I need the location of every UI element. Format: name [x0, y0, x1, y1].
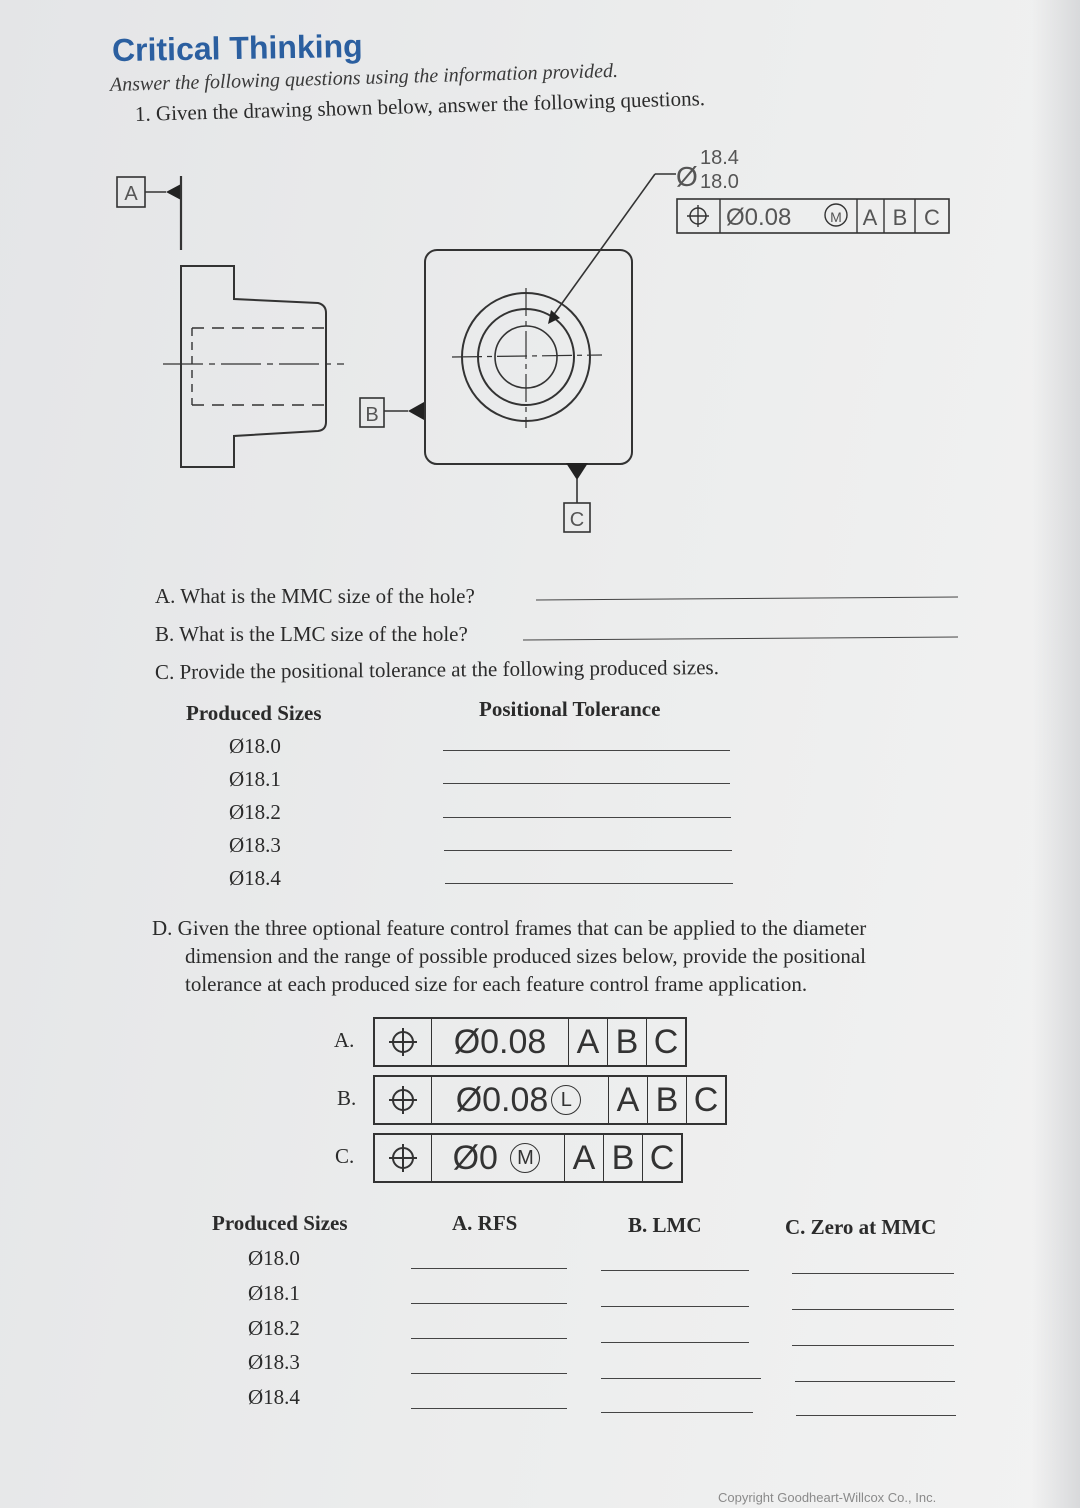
part-c-size-3: Ø18.2 [229, 800, 281, 824]
fcf-b-tolerance-value: Ø0.08 [455, 1080, 549, 1119]
fcf-b-datum-a: A [609, 1077, 648, 1123]
part-c-size-4: Ø18.3 [229, 833, 281, 857]
datum-c-letter: C [569, 509, 585, 531]
part-b-question: B. What is the LMC size of the hole? [155, 622, 468, 646]
zero-mmc-answer-line[interactable] [796, 1415, 956, 1416]
part-c-answer-line[interactable] [445, 883, 733, 884]
rfs-answer-line[interactable] [411, 1303, 567, 1304]
fcf-tolerance: Ø0.08 [726, 204, 792, 231]
datum-b-triangle [408, 402, 424, 420]
dim-lower-limit: 18.0 [700, 171, 739, 193]
part-d-line-1: D. Given the three optional feature control frames that can be applied to the diameter [152, 916, 867, 940]
technical-drawing [0, 0, 1080, 560]
zero-mmc-answer-line[interactable] [795, 1381, 955, 1382]
part-d-line-2: dimension and the range of possible produced sizes below, provide the positional [185, 944, 866, 968]
part-c-question: C. Provide the positional tolerance at the following produced sizes. [154, 655, 720, 684]
fcf-b-datum-b: B [648, 1077, 687, 1123]
fcf-a-datum-a: A [569, 1019, 608, 1065]
part-c-size-2: Ø18.1 [229, 767, 281, 791]
mmc-modifier-icon: M [510, 1143, 540, 1173]
position-icon [375, 1077, 432, 1123]
part-d-rfs-header: A. RFS [452, 1211, 518, 1235]
fcf-c [373, 1133, 683, 1183]
lmc-answer-line[interactable] [601, 1342, 749, 1343]
leader-line [550, 174, 655, 320]
rfs-answer-line[interactable] [411, 1408, 567, 1409]
datum-a-triangle [166, 184, 181, 200]
zero-mmc-answer-line[interactable] [792, 1309, 954, 1310]
fcf-c-tolerance [432, 1135, 565, 1181]
fcf-c-label: C. [335, 1144, 355, 1168]
fcf-datum-c: C [924, 205, 940, 230]
part-a-question: A. What is the MMC size of the hole? [155, 584, 475, 608]
section-title: Critical Thinking [111, 27, 363, 69]
fcf-c-datum-c: C [649, 1138, 675, 1177]
part-c-answer-line[interactable] [443, 783, 730, 784]
part-c-tolerance-header: Positional Tolerance [479, 697, 661, 721]
datum-b-letter: B [365, 404, 379, 426]
position-icon [375, 1135, 432, 1181]
dim-upper-limit: 18.4 [700, 147, 739, 169]
fcf-a-datum-b: B [608, 1019, 647, 1065]
diameter-symbol: Ø [676, 161, 698, 192]
part-d-size-5: Ø18.4 [248, 1385, 300, 1409]
part-d-size-4: Ø18.3 [248, 1350, 300, 1374]
part-d-line-3: tolerance at each produced size for each feature control frame application. [185, 972, 808, 996]
zero-mmc-answer-line[interactable] [792, 1345, 954, 1346]
part-c-answer-line[interactable] [443, 817, 731, 818]
fcf-c-tolerance-value: Ø0 [452, 1138, 498, 1177]
part-d-size-1: Ø18.0 [248, 1246, 300, 1270]
part-d-lmc-header: B. LMC [628, 1213, 702, 1237]
rfs-answer-line[interactable] [411, 1373, 567, 1374]
part-c-size-5: Ø18.4 [229, 866, 281, 890]
part-d-sizes-header: Produced Sizes [212, 1211, 348, 1235]
part-c-answer-line[interactable] [444, 850, 732, 851]
rfs-answer-line[interactable] [411, 1338, 567, 1339]
lmc-modifier-icon: L [551, 1085, 581, 1115]
question-1-text: 1. Given the drawing shown below, answer the following questions. [134, 86, 706, 126]
zero-mmc-answer-line[interactable] [792, 1273, 954, 1274]
part-d-zero-mmc-header: C. Zero at MMC [785, 1215, 937, 1239]
part-side-view [181, 266, 326, 467]
fcf-modifier-letter: M [830, 209, 842, 225]
lmc-answer-line[interactable] [601, 1306, 749, 1307]
lmc-answer-line[interactable] [601, 1270, 749, 1271]
position-icon [375, 1019, 432, 1065]
fcf-a-datum-c: C [653, 1022, 679, 1061]
fcf-b-label: B. [337, 1086, 357, 1110]
fcf-a-label: A. [334, 1028, 355, 1052]
fcf-a-tolerance: Ø0.08 [432, 1019, 569, 1065]
drawing-fcf [677, 199, 949, 233]
fcf-c-datum-b: B [604, 1135, 643, 1181]
datum-a-letter: A [124, 183, 138, 205]
fcf-datum-a: A [862, 205, 878, 230]
fcf-b-tolerance [432, 1077, 609, 1123]
fcf-a [373, 1017, 687, 1067]
instructions-text: Answer the following questions using the information provided. [109, 59, 619, 96]
part-d-size-3: Ø18.2 [248, 1316, 300, 1340]
rfs-answer-line[interactable] [411, 1268, 567, 1269]
lmc-answer-line[interactable] [601, 1378, 761, 1379]
part-c-answer-line[interactable] [443, 750, 730, 751]
part-c-size-1: Ø18.0 [229, 734, 281, 758]
lmc-answer-line[interactable] [601, 1412, 753, 1413]
datum-c-triangle [566, 463, 588, 480]
fcf-b-datum-c: C [693, 1080, 719, 1119]
copyright-text: Copyright Goodheart-Willcox Co., Inc. [718, 1490, 937, 1505]
fcf-datum-b: B [892, 205, 908, 230]
part-d-size-2: Ø18.1 [248, 1281, 300, 1305]
fcf-c-datum-a: A [565, 1135, 604, 1181]
fcf-b [373, 1075, 727, 1125]
part-d-question [152, 914, 982, 998]
part-c-sizes-header: Produced Sizes [186, 701, 322, 725]
